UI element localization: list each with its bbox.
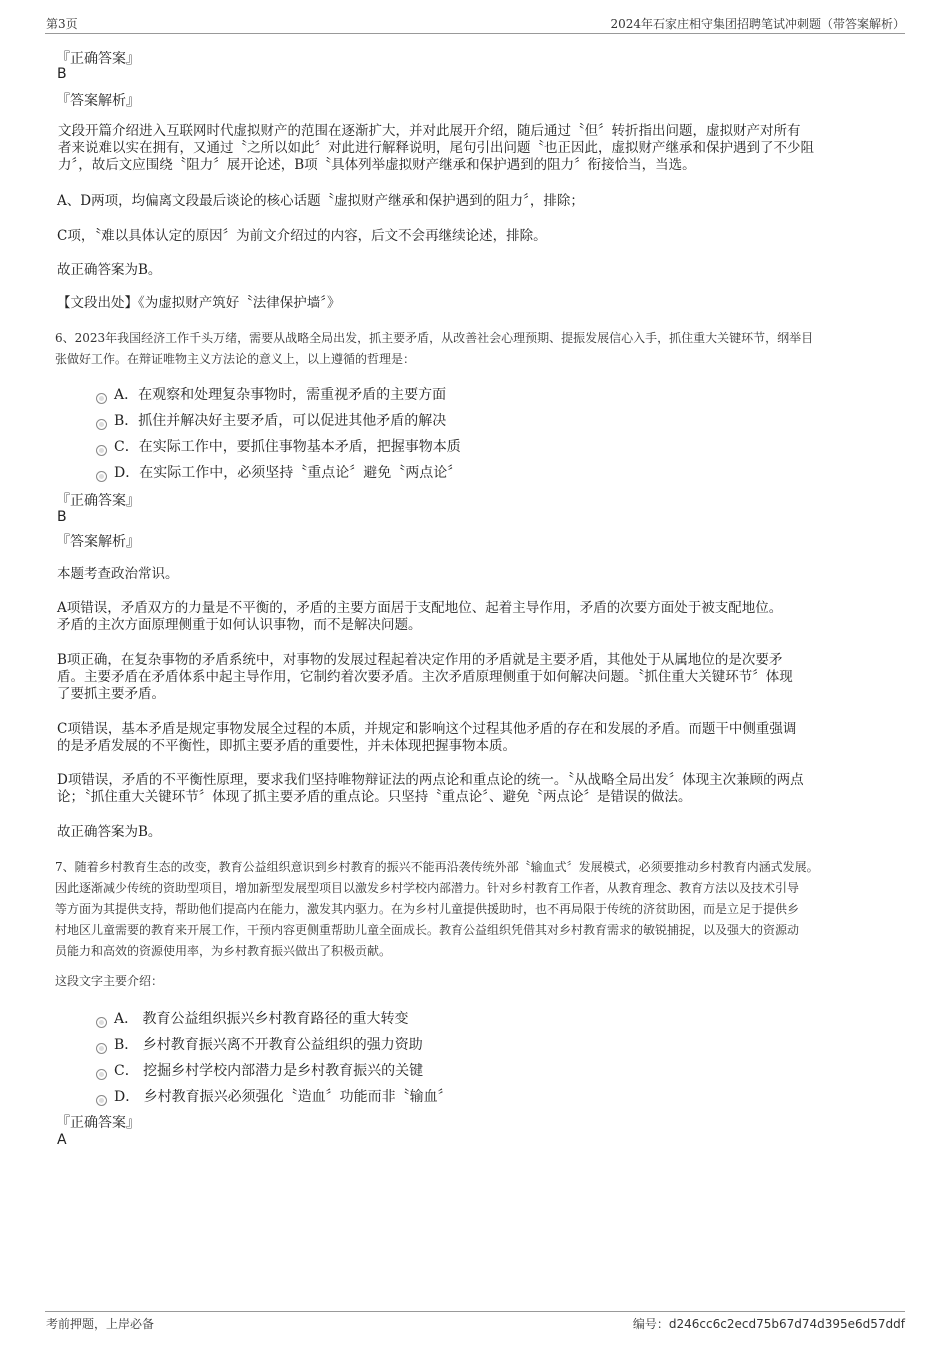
answer-label: 『正确答案』: [56, 1115, 140, 1131]
answer-label: 『正确答案』: [56, 493, 140, 509]
question-line: 等方面为其提供支持，帮助他们提高内在能力，激发其内驱力。在为乡村儿童提供援助时，也不再局限于传统的济贫助困，而是立足于提供乡: [55, 902, 800, 916]
analysis-option-b: [57, 652, 793, 703]
question-6-options: [96, 384, 656, 496]
answer-label: 『正确答案』: [56, 51, 140, 67]
option-d-label[interactable]: D． 乡村教育振兴必须强化〝造血〞功能而非〝输血〞: [114, 1089, 452, 1105]
document-title: 2024年石家庄相守集团招聘笔试冲刺题（带答案解析）: [610, 17, 905, 31]
header-divider: [45, 33, 905, 34]
question-line: 因此逐渐减少传统的资助型项目，增加新型发展型项目以激发乡村学校内部潜力。针对乡村教育工作者，从教育理念、教育方法以及技术引导: [55, 881, 800, 895]
option-d-label[interactable]: D．在实际工作中，必须坚持〝重点论〞避免〝两点论〞: [114, 465, 462, 481]
analysis-intro: 本题考查政治常识。: [57, 566, 179, 582]
option-b-label[interactable]: B．抓住并解决好主要矛盾，可以促进其他矛盾的解决: [114, 413, 447, 429]
analysis-line: 矛盾的主次方面原理侧重于如何认识事物，而不是解决问题。: [57, 617, 422, 633]
option-b-radio[interactable]: [96, 419, 107, 430]
analysis-option-c: [57, 721, 796, 755]
option-d-radio[interactable]: [96, 1095, 107, 1106]
analysis-label: 『答案解析』: [56, 93, 140, 109]
analysis-label: 『答案解析』: [56, 534, 140, 550]
analysis-line: 论；〝抓住重大关键环节〞体现了抓主要矛盾的重点论。只坚持〝重点论〞、避免〝两点论〞是错误的做法。: [57, 789, 692, 805]
question-line: 员能力和高效的资源使用率，为乡村教育振兴做出了积极贡献。: [55, 944, 392, 958]
question-line: 6、2023年我国经济工作千头万绪，需要从战略全局出发，抓主要矛盾，从改善社会心理预期、提振发展信心入手，抓住重大关键环节，纲举目: [55, 331, 814, 345]
source-citation: 【文段出处】《为虚拟财产筑好〝法律保护墙〞》: [57, 295, 341, 311]
question-line: 村地区儿童需要的教育来开展工作，干预内容更侧重帮助儿童全面成长。教育公益组织凭借其对乡村教育需求的敏锐捕捉，以及强大的资源动: [55, 923, 800, 937]
option-a-label[interactable]: A．在观察和处理复杂事物时，需重视矛盾的主要方面: [114, 387, 447, 403]
analysis-conclusion: 故正确答案为B。: [57, 262, 162, 278]
answer-value: A: [57, 1132, 67, 1148]
analysis-paragraph: [58, 123, 814, 174]
analysis-line: 文段开篇介绍进入互联网时代虚拟财产的范围在逐渐扩大，并对此展开介绍，随后通过〝但〞转折指出问题，虚拟财产对所有: [58, 123, 801, 139]
question-line: 7、随着乡村教育生态的改变，教育公益组织意识到乡村教育的振兴不能再沿袭传统外部〝输血式〞发展模式，必须要推动乡村教育内涵式发展。: [55, 860, 819, 874]
analysis-note-ad: A、D两项，均偏离文段最后谈论的核心话题〝虚拟财产继承和保护遇到的阻力〞，排除；: [57, 193, 584, 209]
analysis-option-a: [57, 600, 782, 634]
question-7-prompt: 这段文字主要介绍：: [55, 974, 164, 988]
analysis-option-d: [57, 772, 804, 806]
option-c-radio[interactable]: [96, 1069, 107, 1080]
analysis-line: B项正确，在复杂事物的矛盾系统中，对事物的发展过程起着决定作用的矛盾就是主要矛盾，其他处于从属地位的是次要矛: [57, 652, 783, 668]
analysis-line: 的是矛盾发展的不平衡性，即抓主要矛盾的重要性，并未体现把握事物本质。: [57, 738, 516, 754]
option-c-radio[interactable]: [96, 445, 107, 456]
analysis-line: D项错误，矛盾的不平衡性原理，要求我们坚持唯物辩证法的两点论和重点论的统一。〝从战略全局出发〞体现主次兼顾的两点: [57, 772, 804, 788]
option-d-radio[interactable]: [96, 471, 107, 482]
analysis-note-c: C项，〝难以具体认定的原因〞为前文介绍过的内容，后文不会再继续论述，排除。: [57, 228, 547, 244]
option-a-label[interactable]: A． 教育公益组织振兴乡村教育路径的重大转变: [114, 1011, 409, 1027]
document-code: [633, 1315, 905, 1332]
option-c-label[interactable]: C．在实际工作中，要抓住事物基本矛盾，把握事物本质: [114, 439, 461, 455]
analysis-line: 力〞，故后文应围绕〝阻力〞展开论述，B项〝具体列举虚拟财产继承和保护遇到的阻力〞衔接恰当，当选。: [58, 157, 696, 173]
question-7-stem: [55, 857, 819, 962]
option-b-label[interactable]: B． 乡村教育振兴离不开教育公益组织的强力资助: [114, 1037, 423, 1053]
question-line: 张做好工作。在辩证唯物主义方法论的意义上，以上遵循的哲理是：: [55, 352, 416, 366]
document-code-label: 编号：: [632, 1317, 669, 1331]
analysis-line: 盾。主要矛盾在矛盾体系中起主导作用，它制约着次要矛盾。主次矛盾原理侧重于如何解决问题。〝抓住重大关键环节〞体现: [57, 669, 793, 685]
analysis-line: 了要抓主要矛盾。: [57, 686, 165, 702]
page-number: 第3页: [46, 17, 78, 31]
question-6-stem: [55, 328, 813, 370]
analysis-line: C项错误，基本矛盾是规定事物发展全过程的本质，并规定和影响这个过程其他矛盾的存在和发展的矛盾。而题干中侧重强调: [57, 721, 797, 737]
answer-value: B: [57, 509, 67, 525]
footer-slogan: 考前押题，上岸必备: [46, 1317, 155, 1331]
document-code-value: d246cc6c2ecd75b67d74d395e6d57ddf: [668, 1317, 905, 1331]
analysis-line: 者来说难以实在拥有，又通过〝之所以如此〞对此进行解释说明，尾句引出问题〝也正因此，虚拟财产继承和保护遇到了不少阻: [58, 140, 814, 156]
answer-value: B: [57, 66, 67, 82]
option-a-radio[interactable]: [96, 393, 107, 404]
analysis-conclusion: 故正确答案为B。: [57, 824, 162, 840]
question-7-options: [96, 1008, 656, 1118]
option-a-radio[interactable]: [96, 1017, 107, 1028]
analysis-line: A项错误，矛盾双方的力量是不平衡的，矛盾的主要方面居于支配地位、起着主导作用，矛盾的次要方面处于被支配地位。: [57, 600, 783, 616]
footer-divider: [45, 1311, 905, 1312]
option-c-label[interactable]: C． 挖掘乡村学校内部潜力是乡村教育振兴的关键: [114, 1063, 424, 1079]
option-b-radio[interactable]: [96, 1043, 107, 1054]
